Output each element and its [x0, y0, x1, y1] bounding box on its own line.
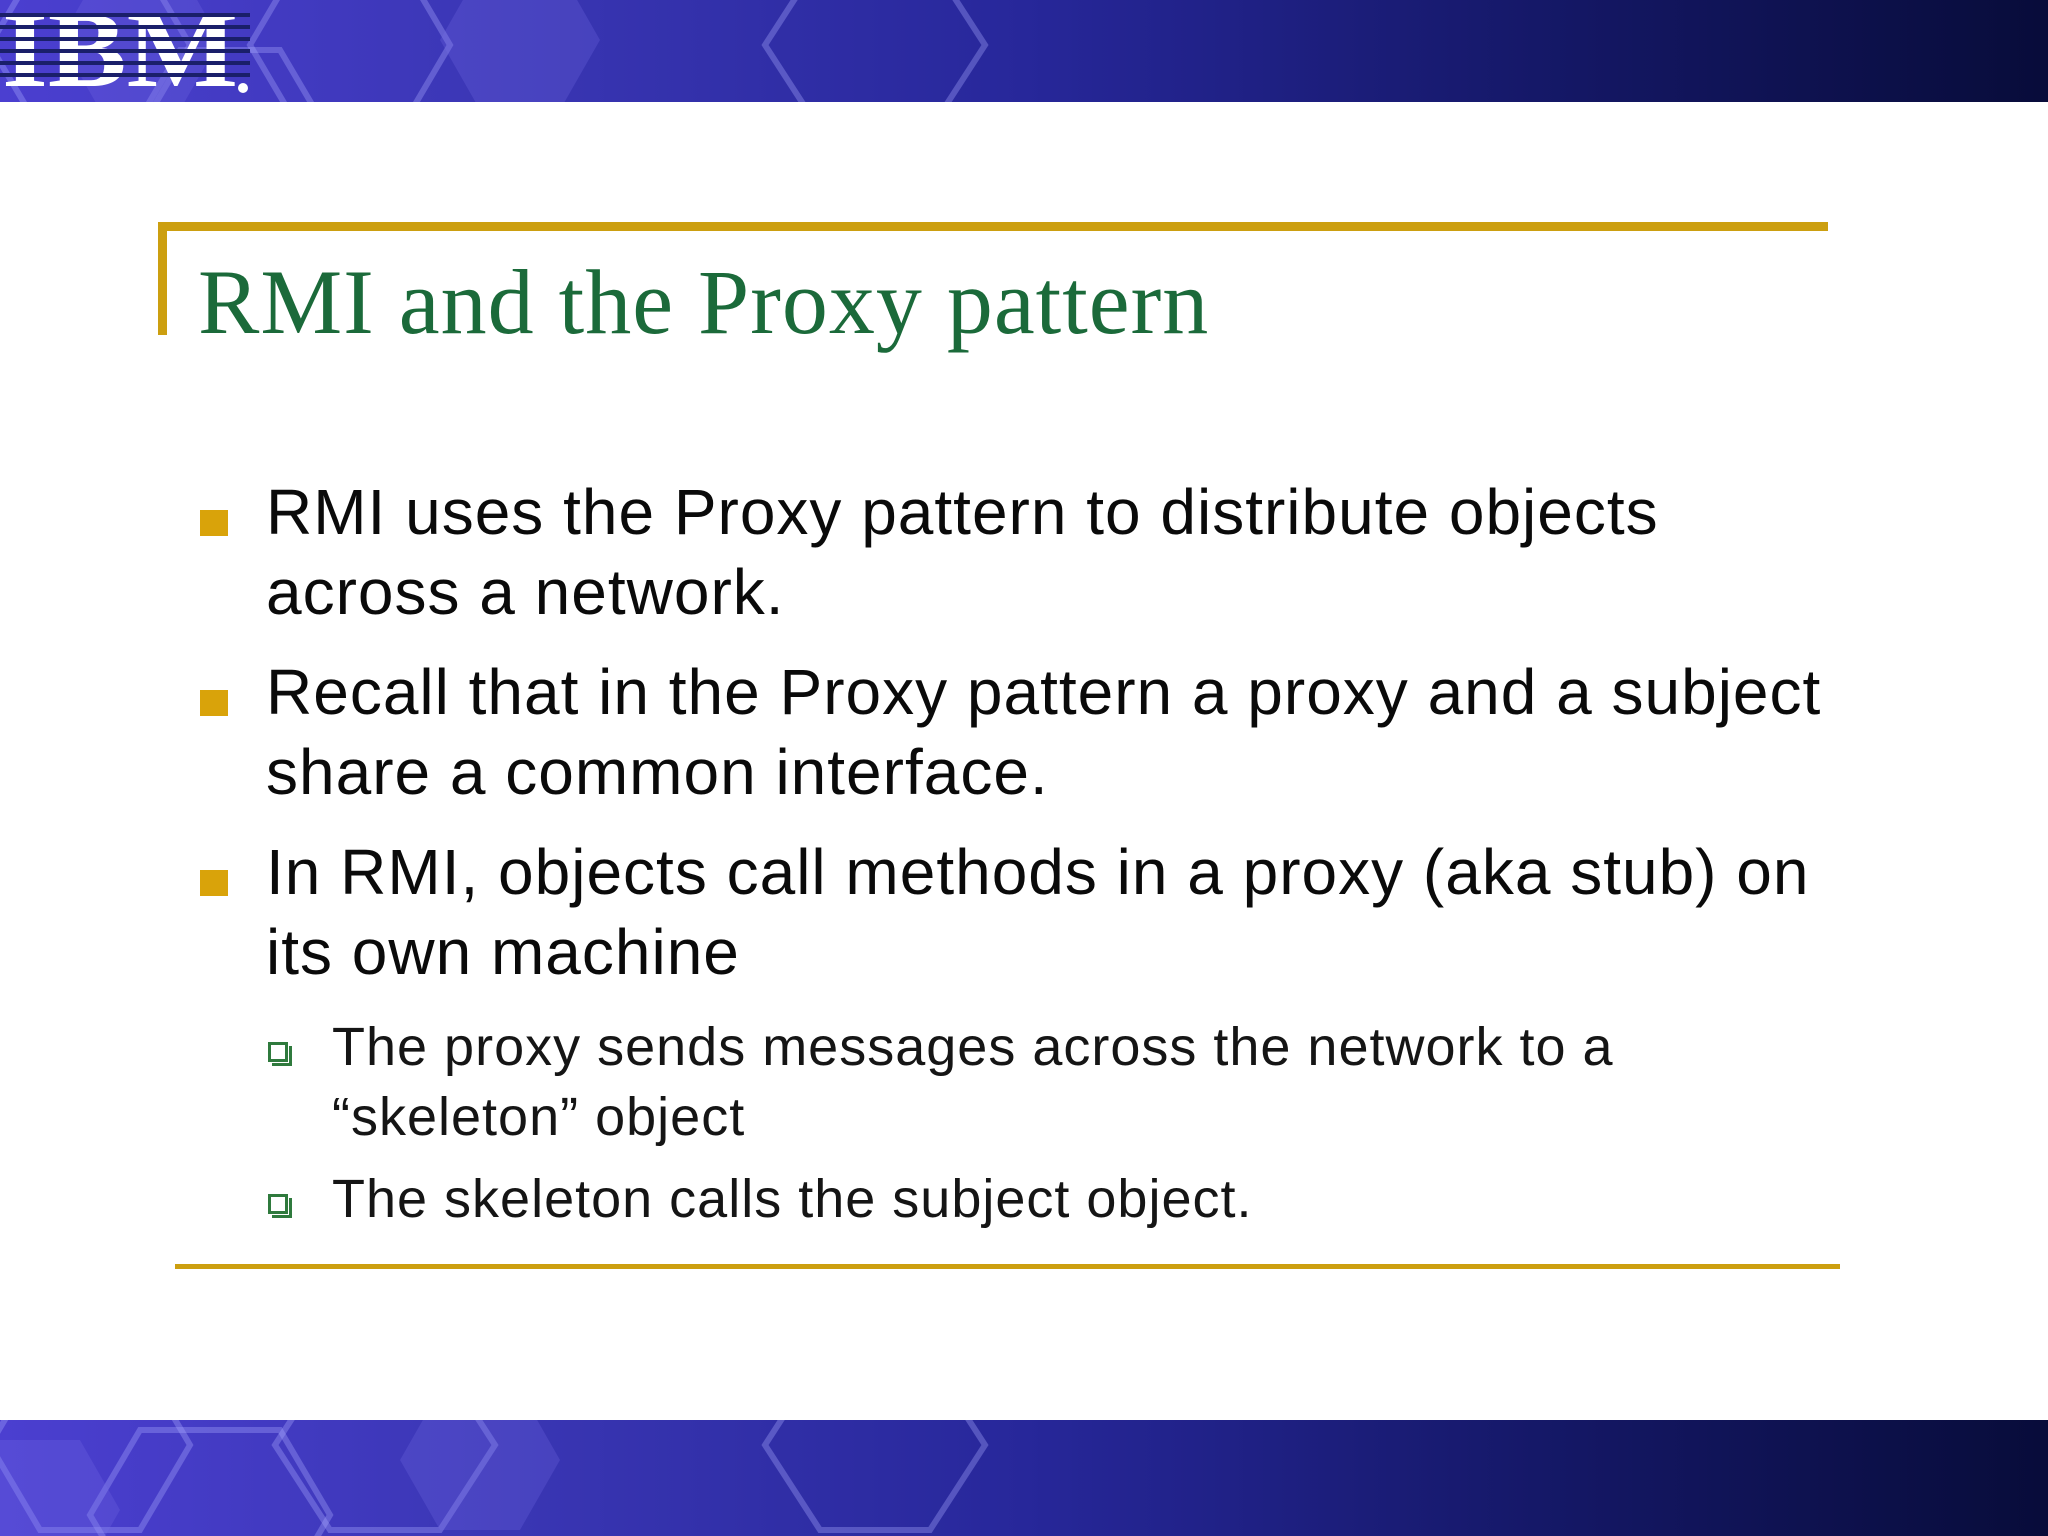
filled-square-bullet-icon	[200, 510, 228, 536]
bullet-text: Recall that in the Proxy pattern a proxy and a subject share a common interface.	[266, 656, 1822, 808]
sub-bullet-text: The proxy sends messages across the network to a “skeleton” object	[332, 1017, 1614, 1147]
bullet-item	[196, 832, 1836, 992]
title-frame-left-rule	[158, 222, 167, 335]
bottom-divider	[175, 1264, 1840, 1269]
top-banner	[0, 0, 2048, 102]
sub-bullet-item	[196, 1012, 1836, 1152]
hexagon-pattern-bottom	[0, 1420, 2048, 1536]
hollow-square-bullet-icon	[268, 1042, 288, 1062]
title-frame-top-rule	[158, 222, 1828, 231]
sub-bullet-item	[196, 1164, 1836, 1234]
bullet-text: In RMI, objects call methods in a proxy (aka stub) on its own machine	[266, 836, 1810, 988]
bullet-item	[196, 472, 1836, 632]
filled-square-bullet-icon	[200, 870, 228, 896]
hollow-square-bullet-icon	[268, 1194, 288, 1214]
slide-title: RMI and the Proxy pattern	[198, 251, 1210, 353]
ibm-logo	[0, 0, 250, 98]
slide-content	[196, 472, 1836, 1246]
sub-bullet-text: The skeleton calls the subject object.	[332, 1169, 1253, 1229]
filled-square-bullet-icon	[200, 690, 228, 716]
bottom-banner	[0, 1420, 2048, 1536]
bullet-item	[196, 652, 1836, 812]
bullet-text: RMI uses the Proxy pattern to distribute objects across a network.	[266, 476, 1659, 628]
hexagon-pattern-top	[0, 0, 2048, 102]
